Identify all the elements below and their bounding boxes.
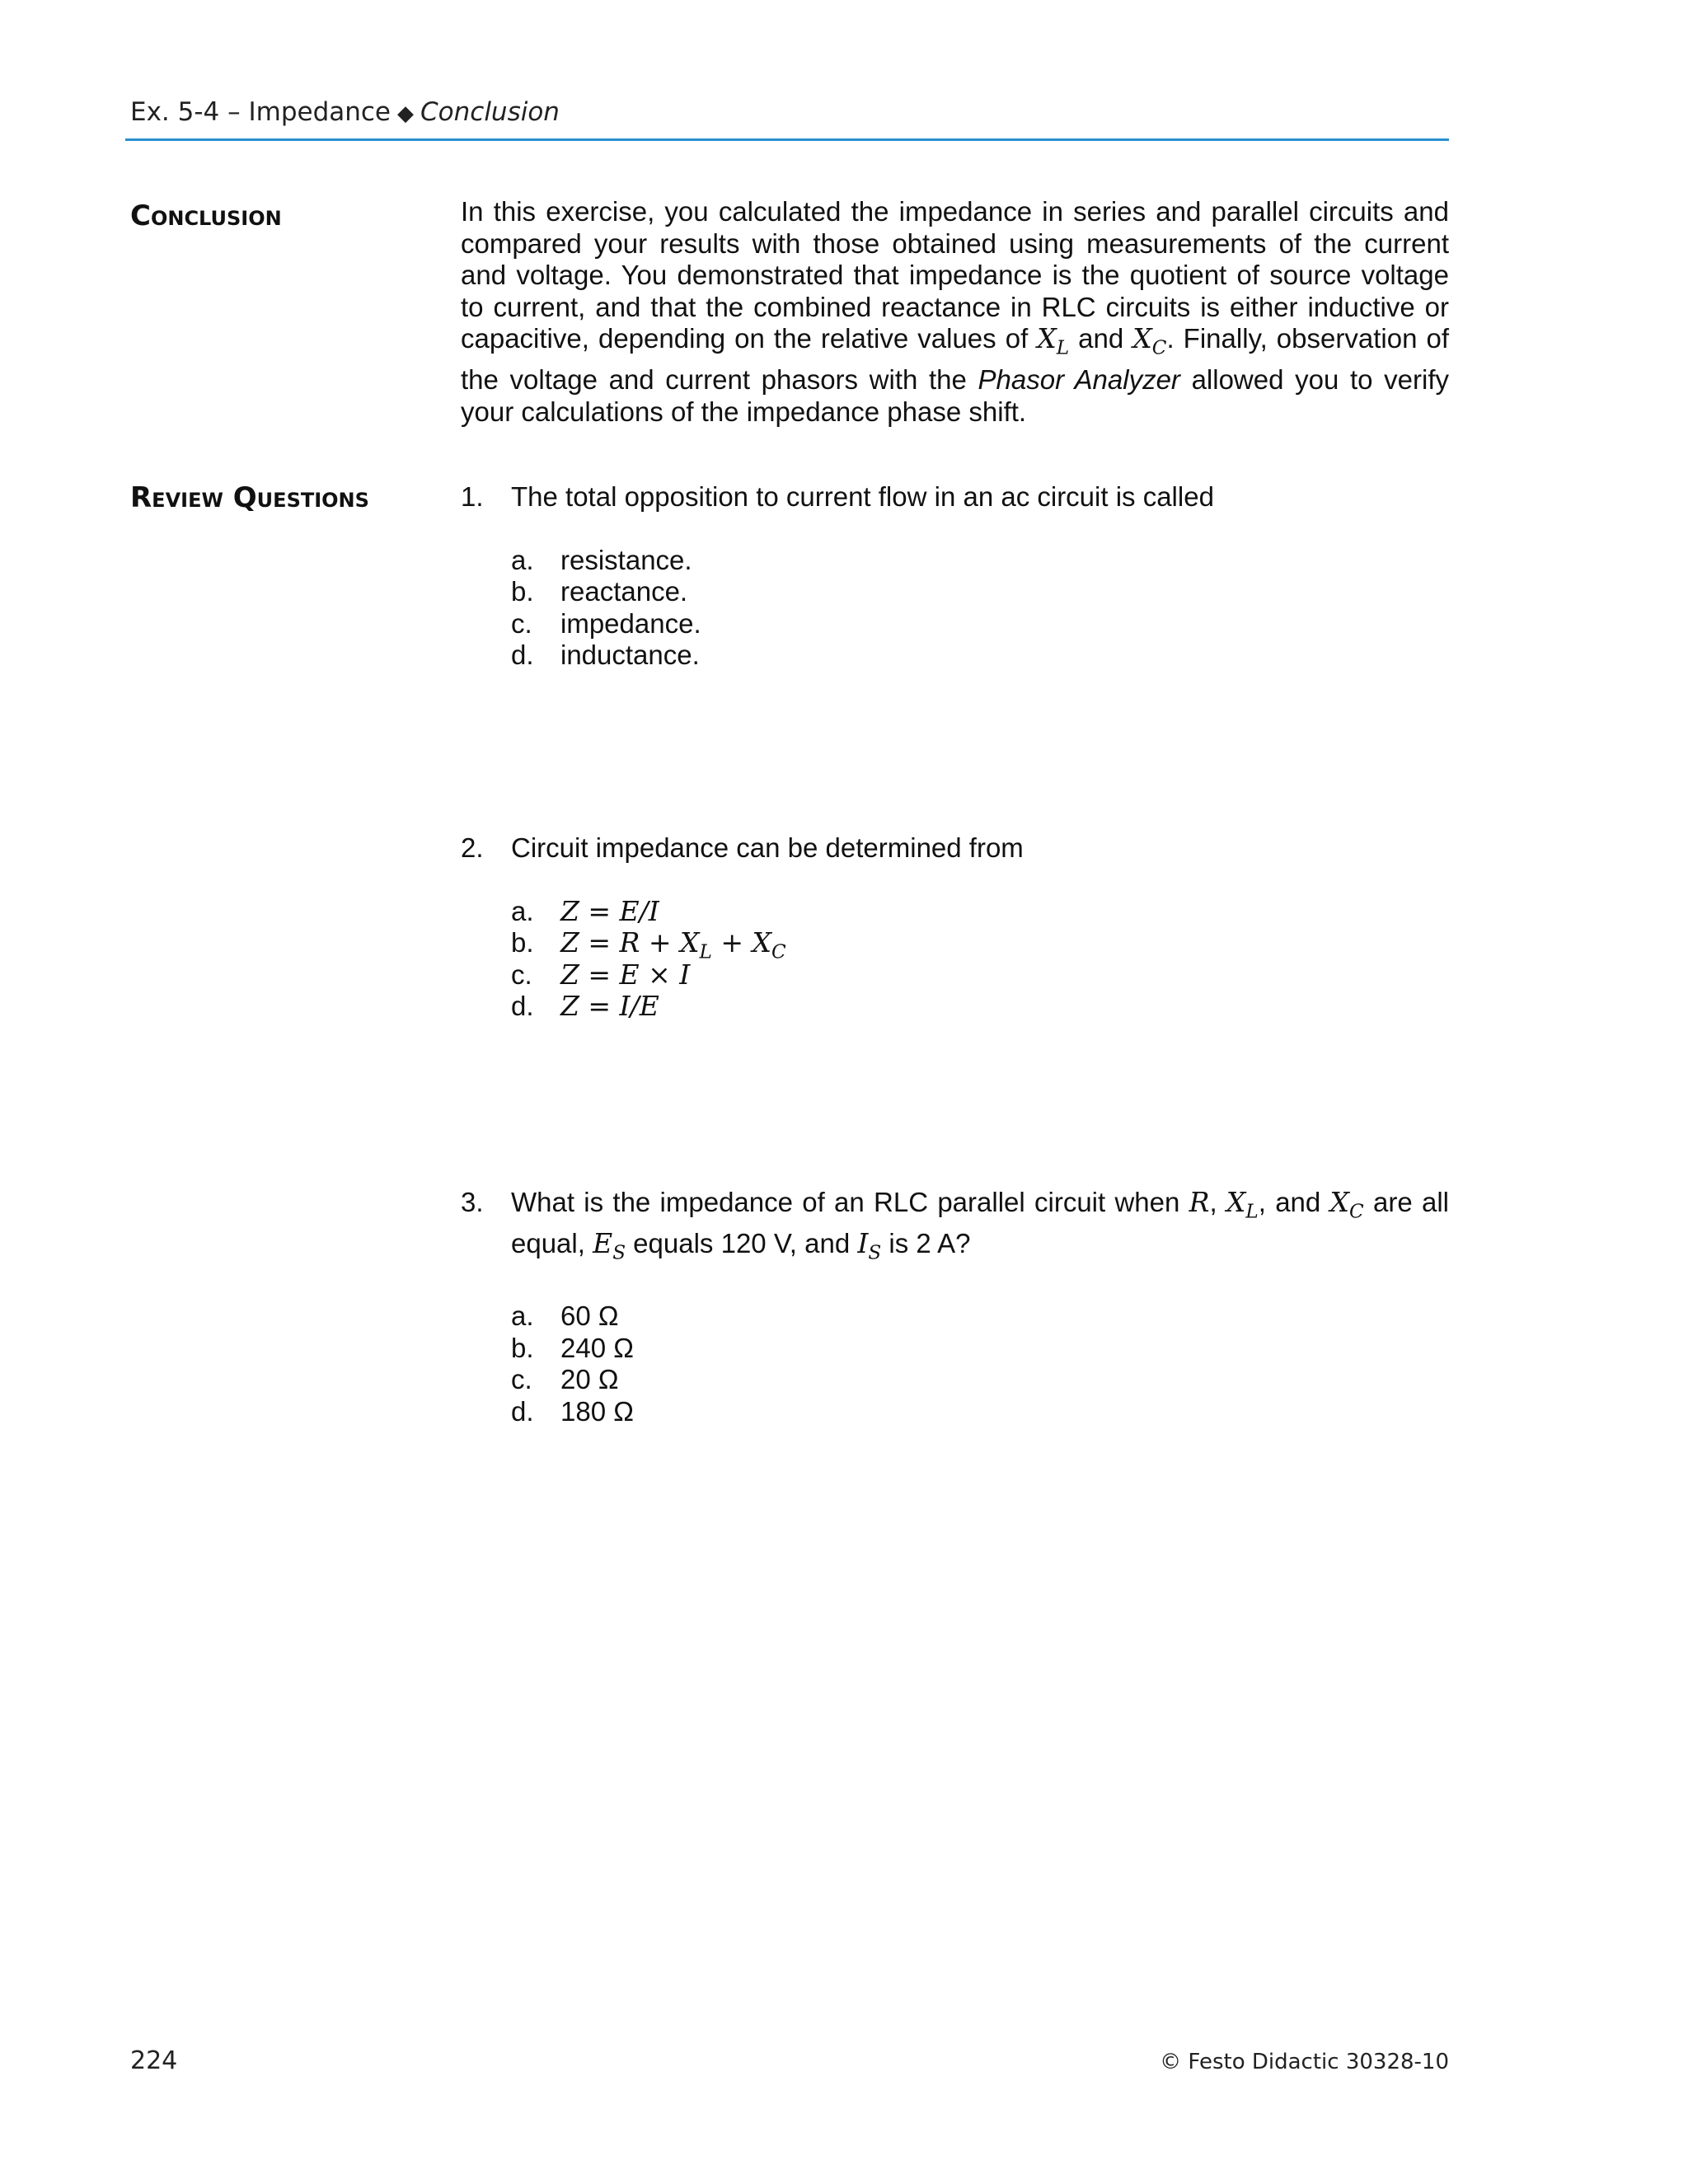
running-header bbox=[130, 97, 1444, 127]
copyright-notice: © Festo Didactic 30328-10 bbox=[1160, 2050, 1449, 2074]
option-a: a. resistance. bbox=[511, 544, 692, 575]
review-questions-heading: Review Questions bbox=[130, 481, 369, 514]
question-stem: What is the impedance of an RLC parallel circuit when R, $X_L$, and $X_C$ are all equal, $E_S$ equals 120 V, and $I_S$ is 2 A? bbox=[511, 1186, 1449, 1264]
question-1 bbox=[461, 481, 1449, 672]
option-c: c. 20 Ω bbox=[511, 1364, 619, 1395]
conclusion-heading: Conclusion bbox=[130, 199, 282, 232]
question-number: 2. bbox=[461, 832, 484, 863]
page-number: 224 bbox=[130, 2046, 178, 2075]
conclusion-text-1: In this exercise, you calculated the impedance in series and parallel circuits and compared your results with those obtained using measurements of the current and voltage. You demonstrated that impedance is the quotient of source voltage to current, and that the combined reactance in RLC circuits is either inductive or capacitive, depending on the relative values of bbox=[461, 196, 1449, 354]
option-d: d. inductance. bbox=[511, 640, 700, 670]
diamond-separator-icon: ◆ bbox=[397, 101, 415, 126]
question-stem: The total opposition to current flow in an ac circuit is called bbox=[511, 481, 1214, 512]
question-2 bbox=[461, 832, 1449, 1023]
option-a: a. Z = E/I bbox=[511, 894, 659, 927]
conclusion-paragraph bbox=[461, 196, 1449, 428]
option-a: a. 60 Ω bbox=[511, 1301, 619, 1332]
options-list bbox=[511, 896, 1449, 1023]
xl-symbol: $X_L$ bbox=[1037, 322, 1070, 359]
question-number: 3. bbox=[461, 1187, 484, 1217]
options-list bbox=[511, 545, 1449, 672]
options-list bbox=[511, 1301, 1449, 1427]
option-b: b. reactance. bbox=[511, 576, 688, 607]
option-d: d. Z = I/E bbox=[511, 990, 659, 1022]
xc-symbol: $X_C$ bbox=[1132, 322, 1167, 359]
header-rule bbox=[125, 138, 1449, 141]
question-number: 1. bbox=[461, 481, 484, 512]
option-c: c. Z = E × I bbox=[511, 958, 691, 991]
conclusion-text-2: . Finally, observation of the voltage and current phasors with the bbox=[461, 323, 1449, 396]
option-c: c. impedance. bbox=[511, 607, 701, 639]
question-3 bbox=[461, 1187, 1449, 1427]
option-b: b. 240 Ω bbox=[511, 1332, 634, 1363]
option-b: b. $Z = R + X_L + X_C$ bbox=[511, 926, 786, 963]
conclusion-text-3: allowed you to verify your calculations of the impedance phase shift. bbox=[461, 364, 1449, 427]
phasor-analyzer-term: Phasor Analyzer bbox=[978, 364, 1180, 396]
header-subtitle: Conclusion bbox=[420, 97, 560, 127]
question-stem: Circuit impedance can be determined from bbox=[511, 832, 1024, 863]
header-title: Ex. 5-4 – Impedance bbox=[130, 97, 392, 127]
conclusion-and: and bbox=[1069, 323, 1133, 354]
option-d: d. 180 Ω bbox=[511, 1395, 634, 1427]
